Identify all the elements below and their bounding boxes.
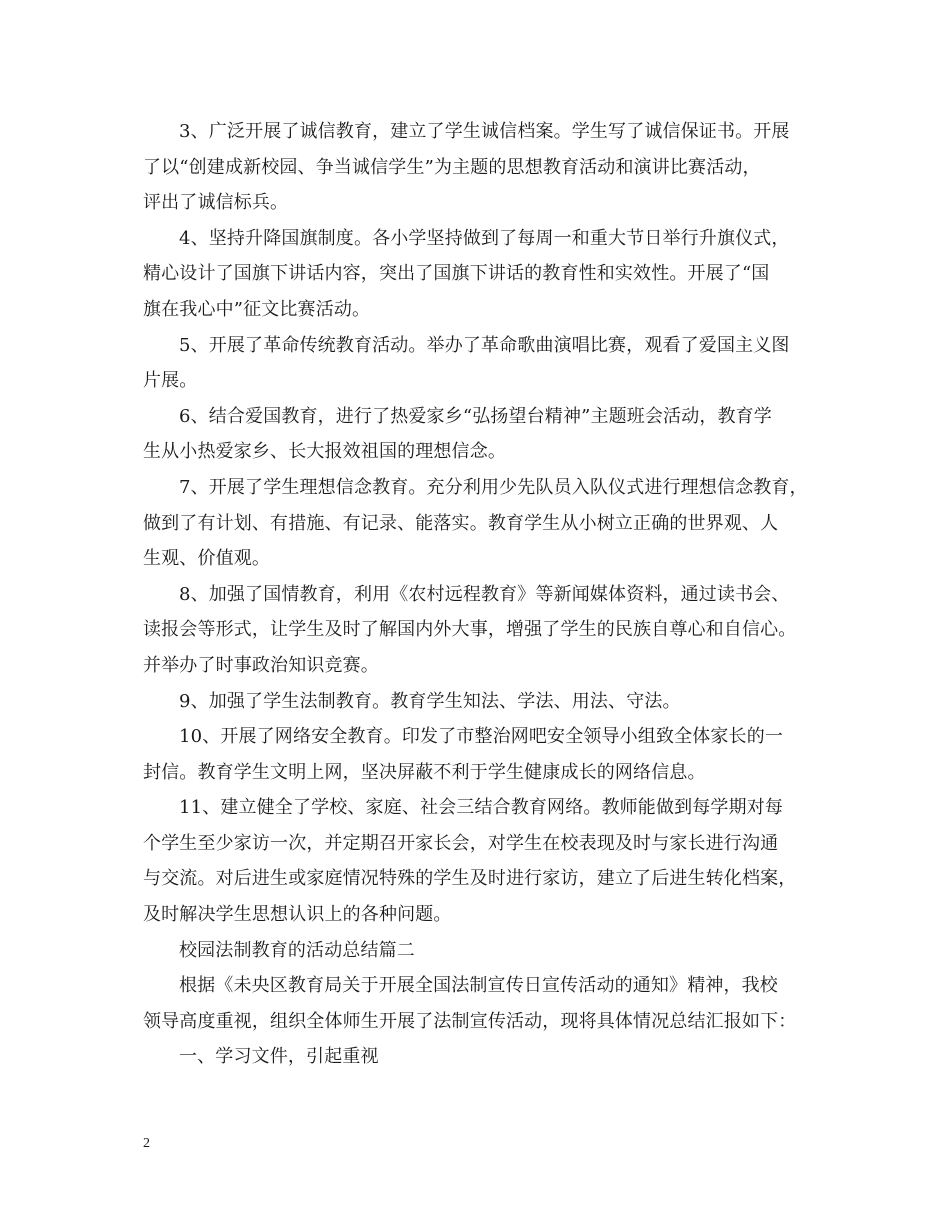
paragraph-p6	[143, 399, 815, 470]
text-line: 及时解决学生思想认识上的各种问题。	[143, 904, 452, 926]
text-line: 生从小热爱家乡、长大报效祖国的理想信念。	[143, 441, 506, 463]
text-line: 7、开展了学生理想信念教育。充分利用少先队员入队仪式进行理想信念教育，	[179, 476, 808, 498]
text-line: 8、加强了国情教育，利用《农村远程教育》等新闻媒体资料，通过读书会、	[179, 583, 790, 605]
text-line: 并举办了时事政治知识竞赛。	[143, 654, 379, 676]
text-line: 封信。教育学生文明上网，坚决屏蔽不利于学生健康成长的网络信息。	[143, 761, 706, 783]
text-line: 片展。	[143, 370, 198, 392]
text-line: 精心设计了国旗下讲话内容，突出了国旗下讲话的教育性和实效性。开展了“国	[143, 263, 770, 285]
text-line: 5、开展了革命传统教育活动。举办了革命歌曲演唱比赛，观看了爱国主义图	[179, 334, 790, 356]
paragraph-p5	[143, 328, 815, 399]
paragraph-p9	[143, 684, 815, 720]
text-line: 生观、价值观。	[143, 548, 271, 570]
paragraph-p3	[143, 114, 815, 221]
paragraph-p8	[143, 577, 815, 684]
text-line: 3、广泛开展了诚信教育，建立了学生诚信档案。学生写了诚信保证书。开展	[179, 121, 790, 142]
text-line: 校园法制教育的活动总结篇二	[179, 939, 415, 961]
page-number: 2	[143, 1136, 150, 1151]
document-body	[143, 114, 815, 1075]
text-line: 4、坚持升降国旗制度。各小学坚持做到了每周一和重大节日举行升旗仪式，	[179, 227, 790, 249]
paragraph-p10	[143, 719, 815, 790]
paragraph-heading2	[143, 933, 815, 969]
paragraph-p7	[143, 470, 815, 577]
text-line: 6、结合爱国教育，进行了热爱家乡“弘扬望台精神”主题班会活动，教育学	[179, 405, 772, 427]
text-line: 与交流。对后进生或家庭情况特殊的学生及时进行家访，建立了后进生转化档案，	[143, 868, 797, 890]
paragraph-p11	[143, 790, 815, 932]
text-line: 读报会等形式，让学生及时了解国内外大事，增强了学生的民族自尊心和自信心。	[143, 619, 797, 641]
text-line: 根据《未央区教育局关于开展全国法制宣传日宣传活动的通知》精神，我校	[179, 975, 778, 997]
text-line: 个学生至少家访一次，并定期召开家长会，对学生在校表现及时与家长进行沟通	[143, 832, 779, 854]
text-line: 一、学习文件，引起重视	[179, 1046, 379, 1068]
text-line: 9、加强了学生法制教育。教育学生知法、学法、用法、守法。	[179, 690, 681, 712]
paragraph-intro	[143, 968, 815, 1039]
text-line: 做到了有计划、有措施、有记录、能落实。教育学生从小树立正确的世界观、人	[143, 512, 779, 534]
text-line: 旗在我心中”征文比赛活动。	[143, 298, 371, 320]
paragraph-p4	[143, 221, 815, 328]
text-line: 了以“创建成新校园、争当诚信学生”为主题的思想教育活动和演讲比赛活动，	[143, 156, 761, 178]
text-line: 11、建立健全了学校、家庭、社会三结合教育网络。教师能做到每学期对每	[179, 797, 784, 819]
text-line: 评出了诚信标兵。	[143, 192, 289, 214]
text-line: 领导高度重视，组织全体师生开展了法制宣传活动，现将具体情况总结汇报如下：	[143, 1010, 797, 1032]
paragraph-section1	[143, 1039, 815, 1075]
text-line: 10、开展了网络安全教育。印发了市整治网吧安全领导小组致全体家长的一	[179, 726, 784, 748]
